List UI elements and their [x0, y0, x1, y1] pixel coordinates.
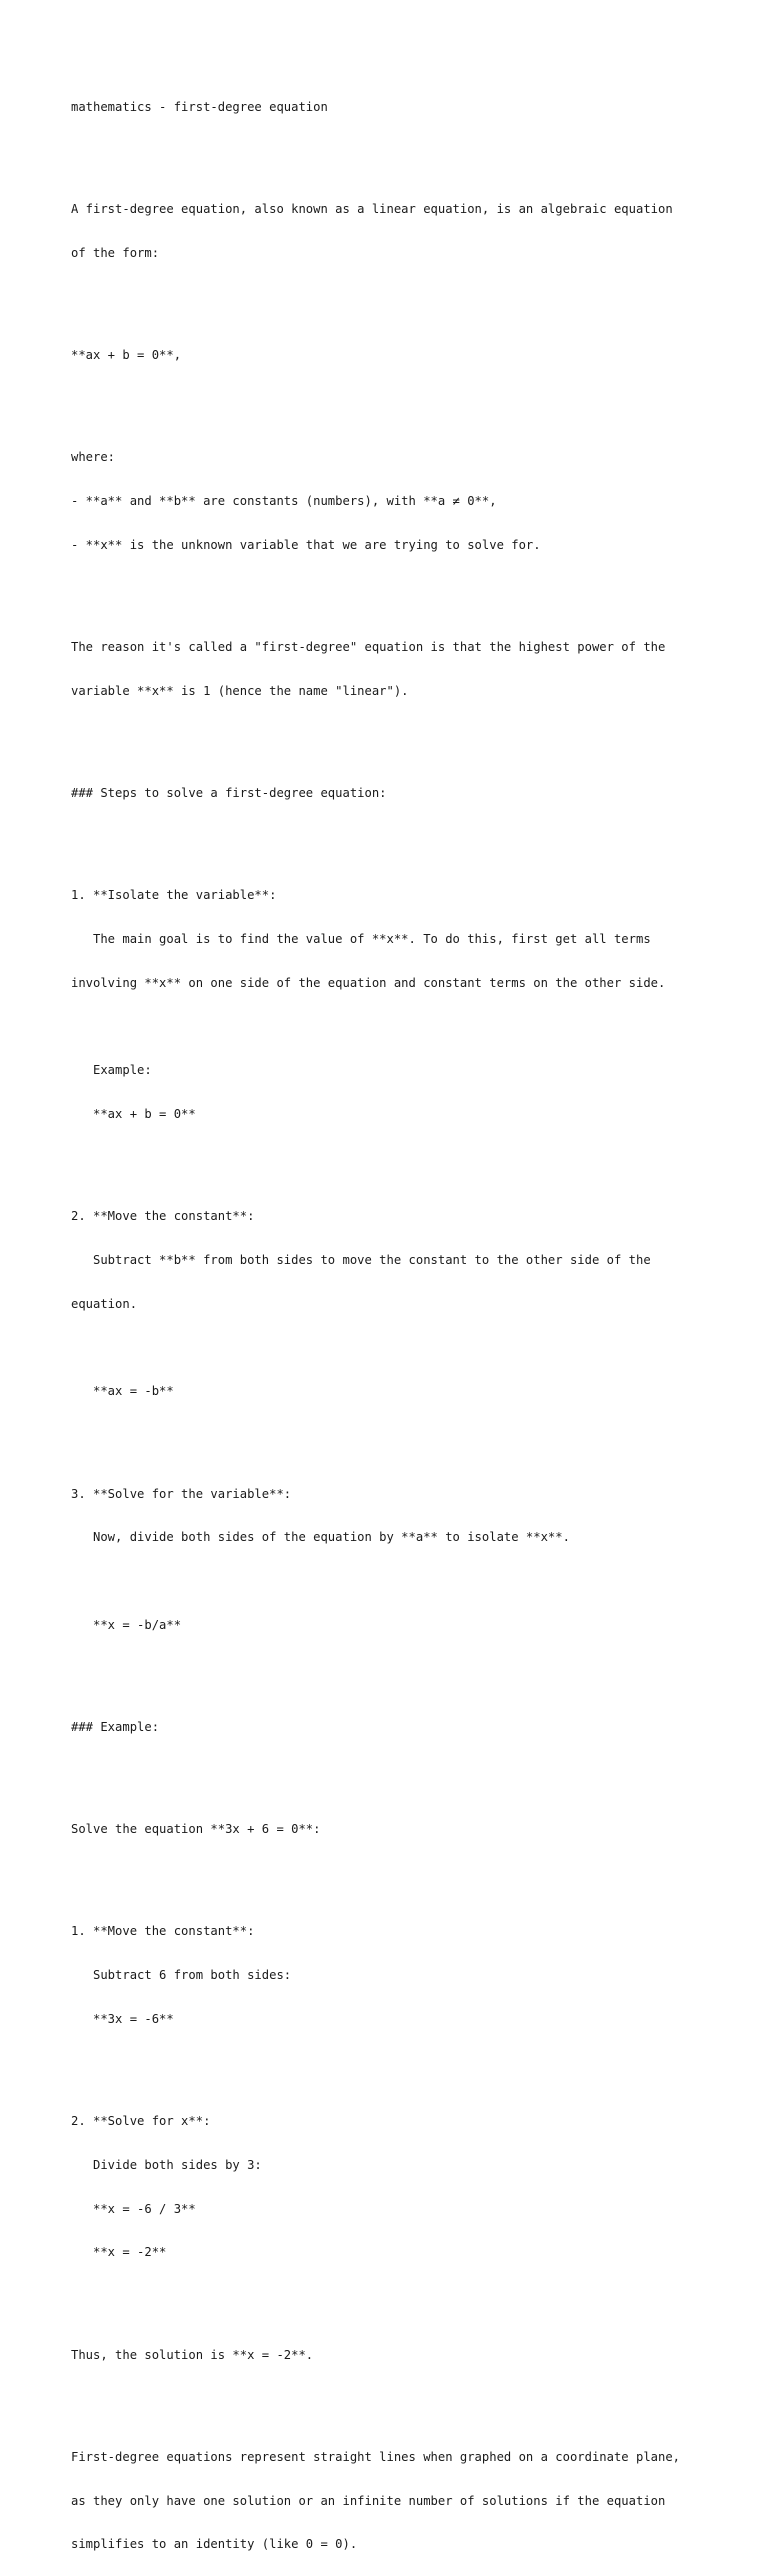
- example-intro: Solve the equation **3x + 6 = 0**:: [71, 1822, 321, 1837]
- blank-line: [71, 830, 731, 845]
- blank-line: [71, 1662, 731, 1677]
- step2-result: **ax = -b**: [71, 1384, 174, 1399]
- blank-line: [71, 144, 731, 159]
- steps-heading: ### Steps to solve a first-degree equation:: [71, 786, 387, 801]
- step1-example-equation: **ax + b = 0**: [71, 1107, 196, 1122]
- step1-title: 1. **Isolate the variable**:: [71, 888, 277, 903]
- example-step2-result: **x = -2**: [71, 2245, 167, 2260]
- blank-line: [71, 1574, 731, 1589]
- general-form: **ax + b = 0**,: [71, 348, 182, 363]
- step1-example-label: Example:: [71, 1063, 152, 1078]
- closing-line: First-degree equations represent straight lines when graphed on a coordinate plane,: [71, 2449, 681, 2464]
- blank-line: [71, 728, 731, 743]
- closing-line: simplifies to an identity (like 0 = 0).: [71, 2537, 358, 2552]
- blank-line: [71, 1020, 731, 1035]
- blank-line: [71, 290, 731, 305]
- step2-title: 2. **Move the constant**:: [71, 1209, 255, 1224]
- closing-line: as they only have one solution or an infinite number of solutions if the equation: [71, 2493, 666, 2508]
- intro-line: of the form:: [71, 246, 160, 261]
- blank-line: [71, 1341, 731, 1356]
- example-step1-title: 1. **Move the constant**:: [71, 1924, 255, 1939]
- example-step1-body: Subtract 6 from both sides:: [71, 1968, 292, 1983]
- step1-body: involving **x** on one side of the equation and constant terms on the other side.: [71, 975, 666, 990]
- example-step2-title: 2. **Solve for x**:: [71, 2114, 211, 2129]
- blank-line: [71, 2391, 731, 2406]
- blank-line: [71, 1151, 731, 1166]
- blank-line: [71, 1428, 731, 1443]
- blank-line: [71, 582, 731, 597]
- step2-body: equation.: [71, 1296, 138, 1311]
- where-label: where:: [71, 450, 116, 465]
- reason-line: The reason it's called a "first-degree" equation is that the highest power of the: [71, 640, 666, 655]
- step2-body: Subtract **b** from both sides to move the constant to the other side of the: [71, 1253, 651, 1268]
- reason-line: variable **x** is 1 (hence the name "linear").: [71, 683, 409, 698]
- step3-title: 3. **Solve for the variable**:: [71, 1486, 292, 1501]
- where-item: - **a** and **b** are constants (numbers), with **a ≠ 0**,: [71, 494, 497, 509]
- step3-result: **x = -b/a**: [71, 1617, 182, 1632]
- step3-body: Now, divide both sides of the equation by **a** to isolate **x**.: [71, 1530, 570, 1545]
- where-item: - **x** is the unknown variable that we are trying to solve for.: [71, 538, 541, 552]
- example-step2-result: **x = -6 / 3**: [71, 2201, 196, 2216]
- example-heading: ### Example:: [71, 1720, 160, 1735]
- blank-line: [71, 392, 731, 407]
- document-body: [71, 71, 731, 2567]
- blank-line: [71, 2056, 731, 2071]
- intro-line: A first-degree equation, also known as a linear equation, is an algebraic equation: [71, 202, 673, 217]
- conclusion-line: Thus, the solution is **x = -2**.: [71, 2347, 314, 2362]
- document-title: mathematics - first-degree equation: [71, 100, 328, 115]
- example-step2-body: Divide both sides by 3:: [71, 2157, 262, 2172]
- step1-body: The main goal is to find the value of **x**. To do this, first get all terms: [71, 932, 651, 947]
- blank-line: [71, 1866, 731, 1881]
- blank-line: [71, 1764, 731, 1779]
- blank-line: [71, 2289, 731, 2304]
- example-step1-result: **3x = -6**: [71, 2011, 174, 2026]
